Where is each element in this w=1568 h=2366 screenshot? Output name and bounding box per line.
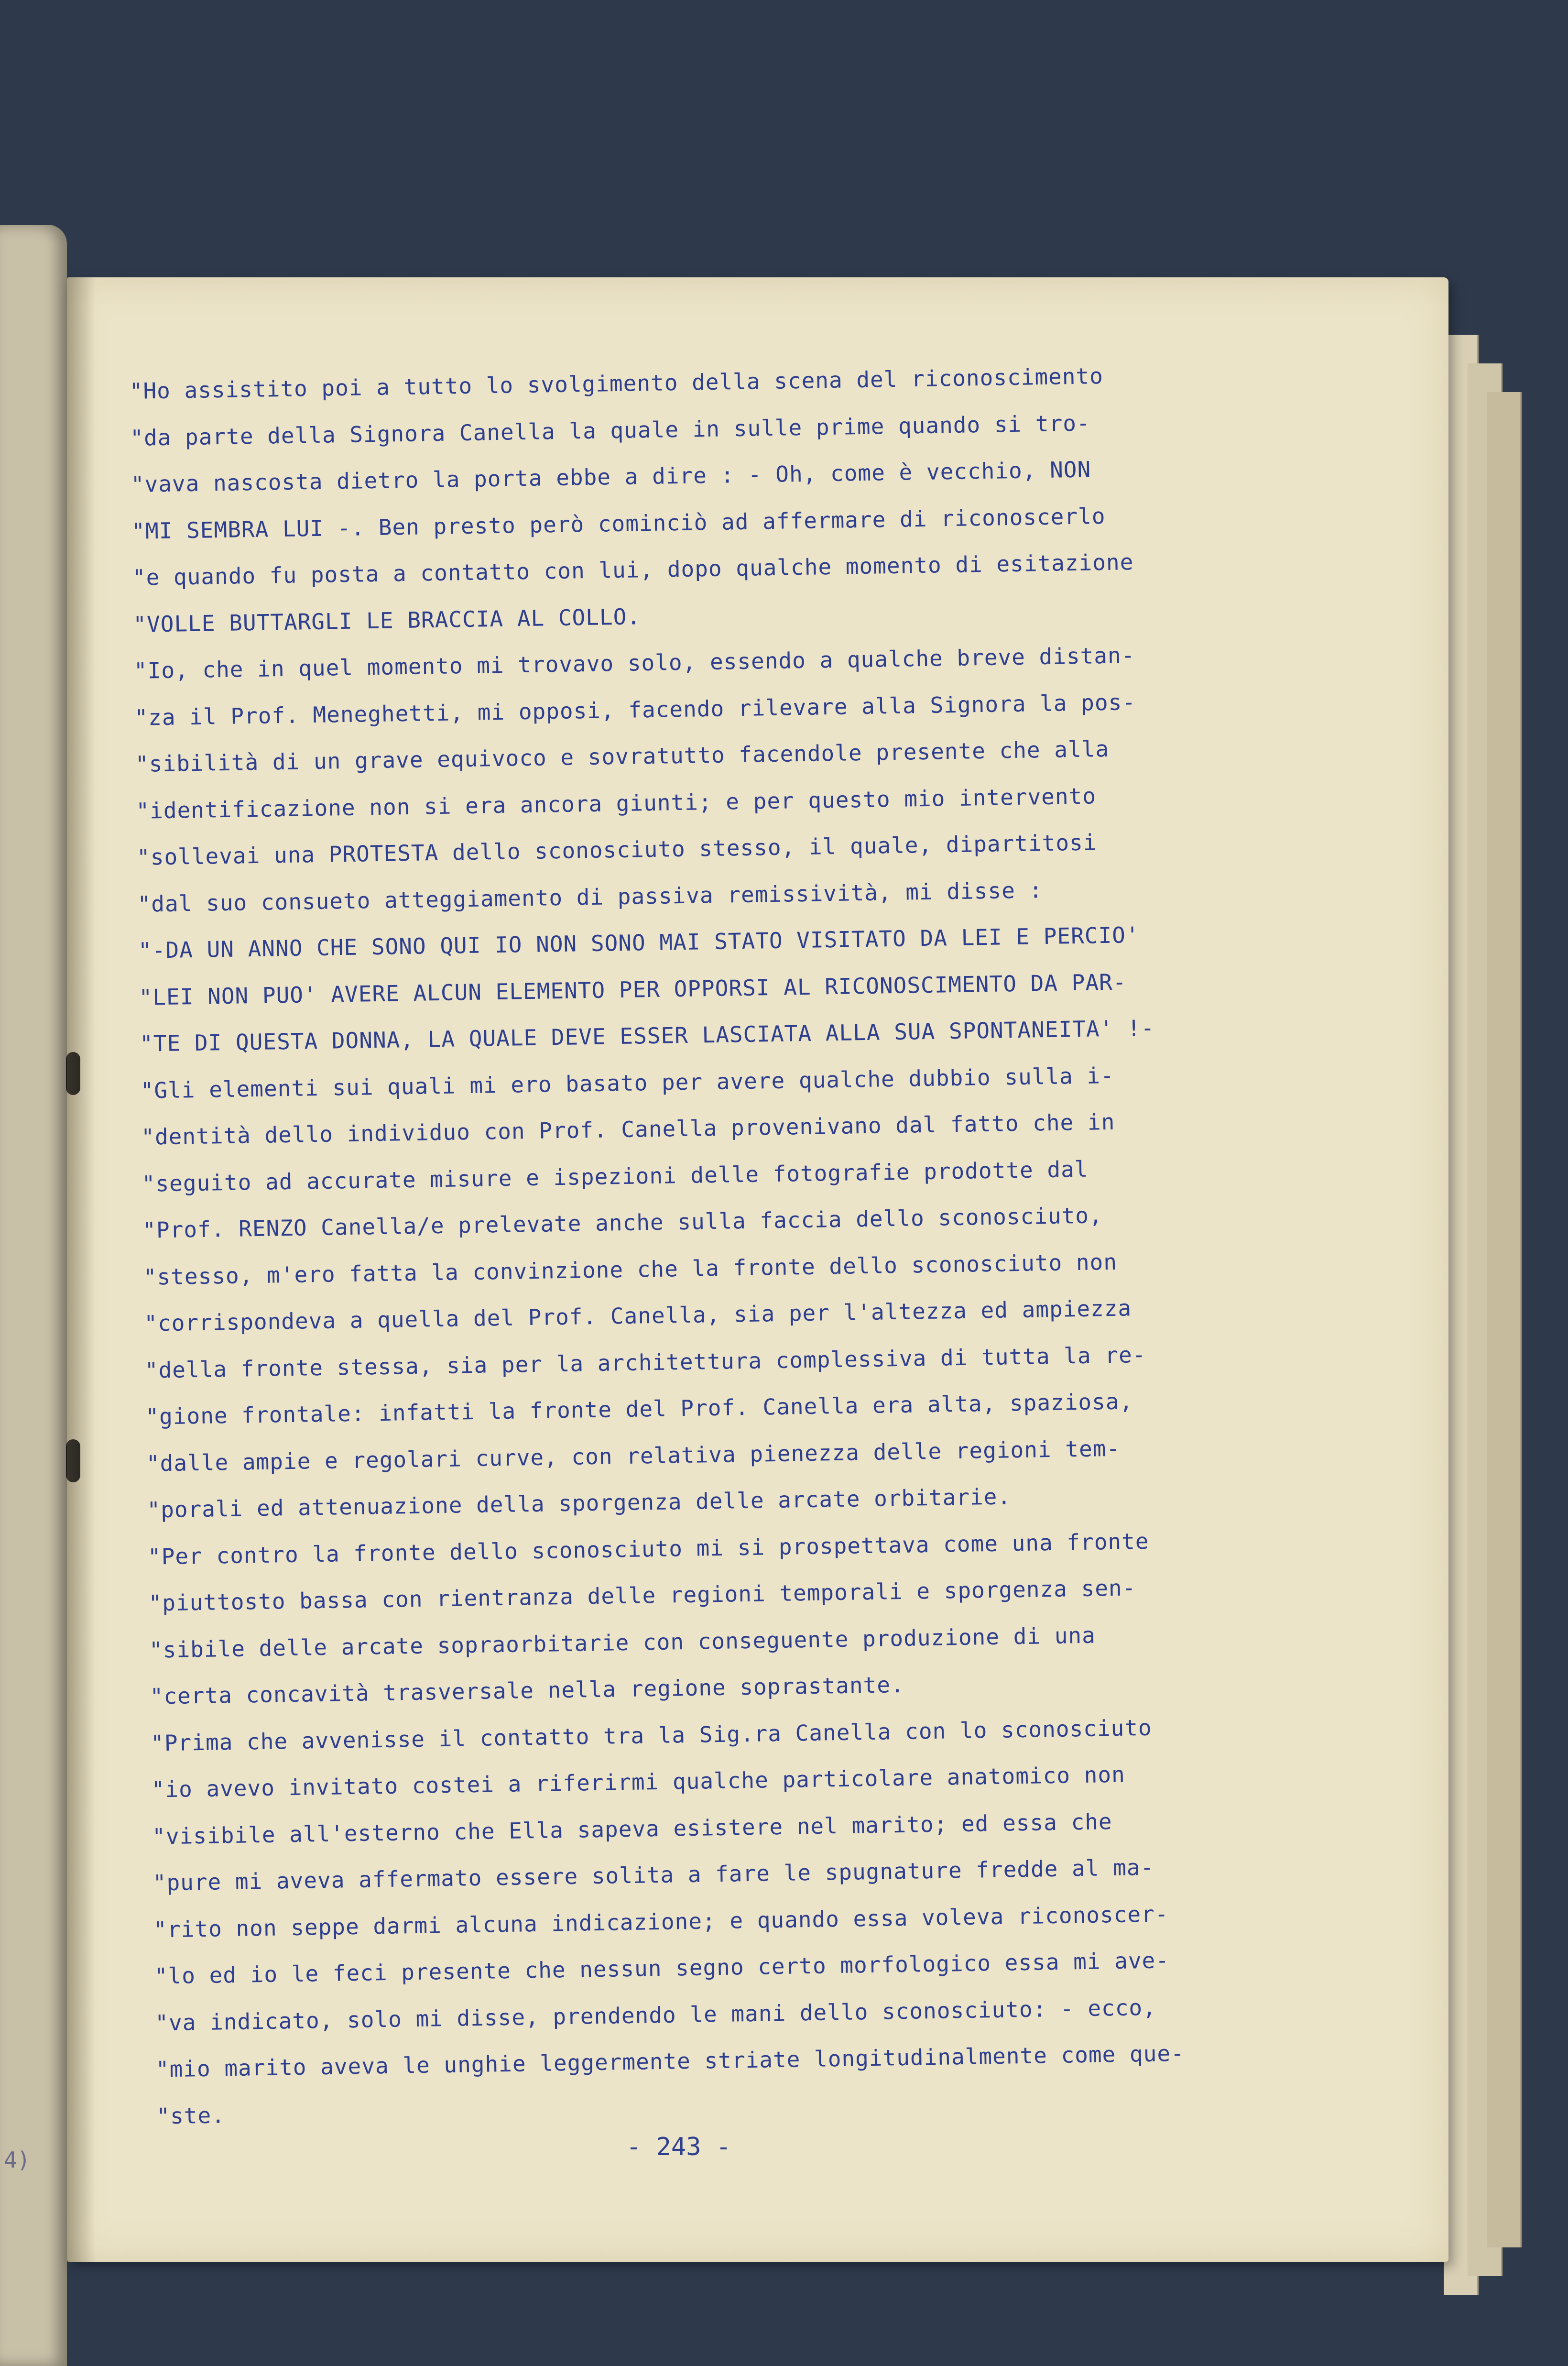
text-line: "dal suo consueto atteggiamento di passiva remissività, mi disse : [137, 876, 1043, 917]
text-line: "io avevo invitato costei a riferirmi qualche particolare anatomico non [151, 1761, 1126, 1803]
text-line: "e quando fu posta a contatto con lui, dopo qualche momento di esitazione [132, 549, 1134, 591]
margin-note: 4) [4, 2147, 31, 2173]
text-line: "-DA UN ANNO CHE SONO QUI IO NON SONO MAI STATO VISITATO DA LEI E PERCIO' [138, 921, 1140, 964]
text-line: "sollevai una PROTESTA dello sconosciuto stesso, il quale, dipartitosi [136, 829, 1097, 870]
text-line: "VOLLE BUTTARGLI LE BRACCIA AL COLLO. [132, 603, 641, 637]
text-line: "piuttosto bassa con rientranza delle regioni temporali e sporgenza sen- [148, 1575, 1136, 1616]
text-line: "za il Prof. Meneghetti, mi opposi, facendo rilevare alla Signora la pos- [134, 689, 1136, 731]
text-line: "TE DI QUESTA DONNA, LA QUALE DEVE ESSER LASCIATA ALLA SUA SPONTANEITA' !- [139, 1015, 1155, 1057]
text-line: "visibile all'esterno che Ella sapeva esistere nel marito; ed essa che [152, 1808, 1113, 1850]
text-line: "porali ed attenuazione della sporgenza delle arcate orbitarie. [147, 1483, 1012, 1523]
text-line: "stesso, m'ero fatta la convinzione che la fronte dello sconosciuto non [143, 1249, 1118, 1290]
text-line: "certa concavità trasversale nella regione soprastante. [150, 1671, 905, 1709]
text-line: "va indicato, solo mi disse, prendendo le mani dello sconosciuto: - ecco, [154, 1994, 1157, 2036]
text-line: "pure mi aveva affermato essere solita a fare le spugnature fredde al ma- [152, 1854, 1154, 1896]
left-page-edge [0, 225, 67, 2366]
text-line: "sibile delle arcate sopraorbitarie con conseguente produzione di una [149, 1622, 1096, 1663]
page-stack-edge [1487, 392, 1522, 2247]
text-line: "Ho assistito poi a tutto lo svolgimento della scena del riconoscimento [129, 362, 1104, 404]
text-line: "rito non seppe darmi alcuna indicazione; e quando essa voleva riconoscer- [153, 1900, 1169, 1943]
text-line: "Per contro la fronte dello sconosciuto mi si prospettava come una fronte [147, 1528, 1149, 1570]
page-gutter-shadow [67, 277, 96, 2262]
text-line: "da parte della Signora Canella la quale in sulle prime quando si tro- [130, 409, 1091, 451]
text-line: "della fronte stessa, sia per la architettura complessiva di tutta la re- [144, 1341, 1146, 1383]
text-line: "Gli elementi sui quali mi ero basato per avere qualche dubbio sulla i- [140, 1062, 1115, 1104]
text-line: "gione frontale: infatti la fronte del Prof. Canella era alta, spaziosa, [145, 1388, 1133, 1430]
text-line: "sibilità di un grave equivoco e sovratutto facendole presente che alla [135, 735, 1110, 777]
text-line: "MI SEMBRA LUI -. Ben presto però cominciò ad affermare di riconoscerlo [131, 503, 1106, 544]
text-line: "ste. [156, 2102, 226, 2129]
text-line: "lo ed io le feci presente che nessun segno certo morfologico essa mi ave- [154, 1947, 1170, 1989]
text-line: "Prof. RENZO Canella/e prelevate anche sulla faccia dello sconosciuto, [142, 1202, 1103, 1243]
text-line: "Prima che avvenisse il contatto tra la Sig.ra Canella con lo sconosciuto [150, 1714, 1153, 1756]
typewritten-text [129, 348, 1428, 2139]
text-line: "dentità dello individuo con Prof. Canella provenivano dal fatto che in [141, 1108, 1115, 1150]
text-line: "dalle ampie e regolari curve, con relativa pienezza delle regioni tem- [146, 1435, 1121, 1477]
page-number: - 243 - [626, 2133, 731, 2161]
text-line: "identificazione non si era ancora giunti; e per questo mio intervento [136, 782, 1097, 824]
text-line: "LEI NON PUO' AVERE ALCUN ELEMENTO PER OPPORSI AL RICONOSCIMENTO DA PAR- [139, 968, 1127, 1010]
text-line: "vava nascosta dietro la porta ebbe a dire : - Oh, come è vecchio, NON [131, 456, 1091, 497]
text-line: "Io, che in quel momento mi trovavo solo, essendo a qualche breve distan- [133, 642, 1135, 684]
text-line: "mio marito aveva le unghie leggermente striate longitudinalmente come que- [155, 2040, 1185, 2082]
text-line: "seguito ad accurate misure e ispezioni delle fotografie prodotte dal [142, 1156, 1089, 1197]
text-line: "corrispondeva a quella del Prof. Canella, sia per l'altezza ed ampiezza [143, 1295, 1132, 1336]
